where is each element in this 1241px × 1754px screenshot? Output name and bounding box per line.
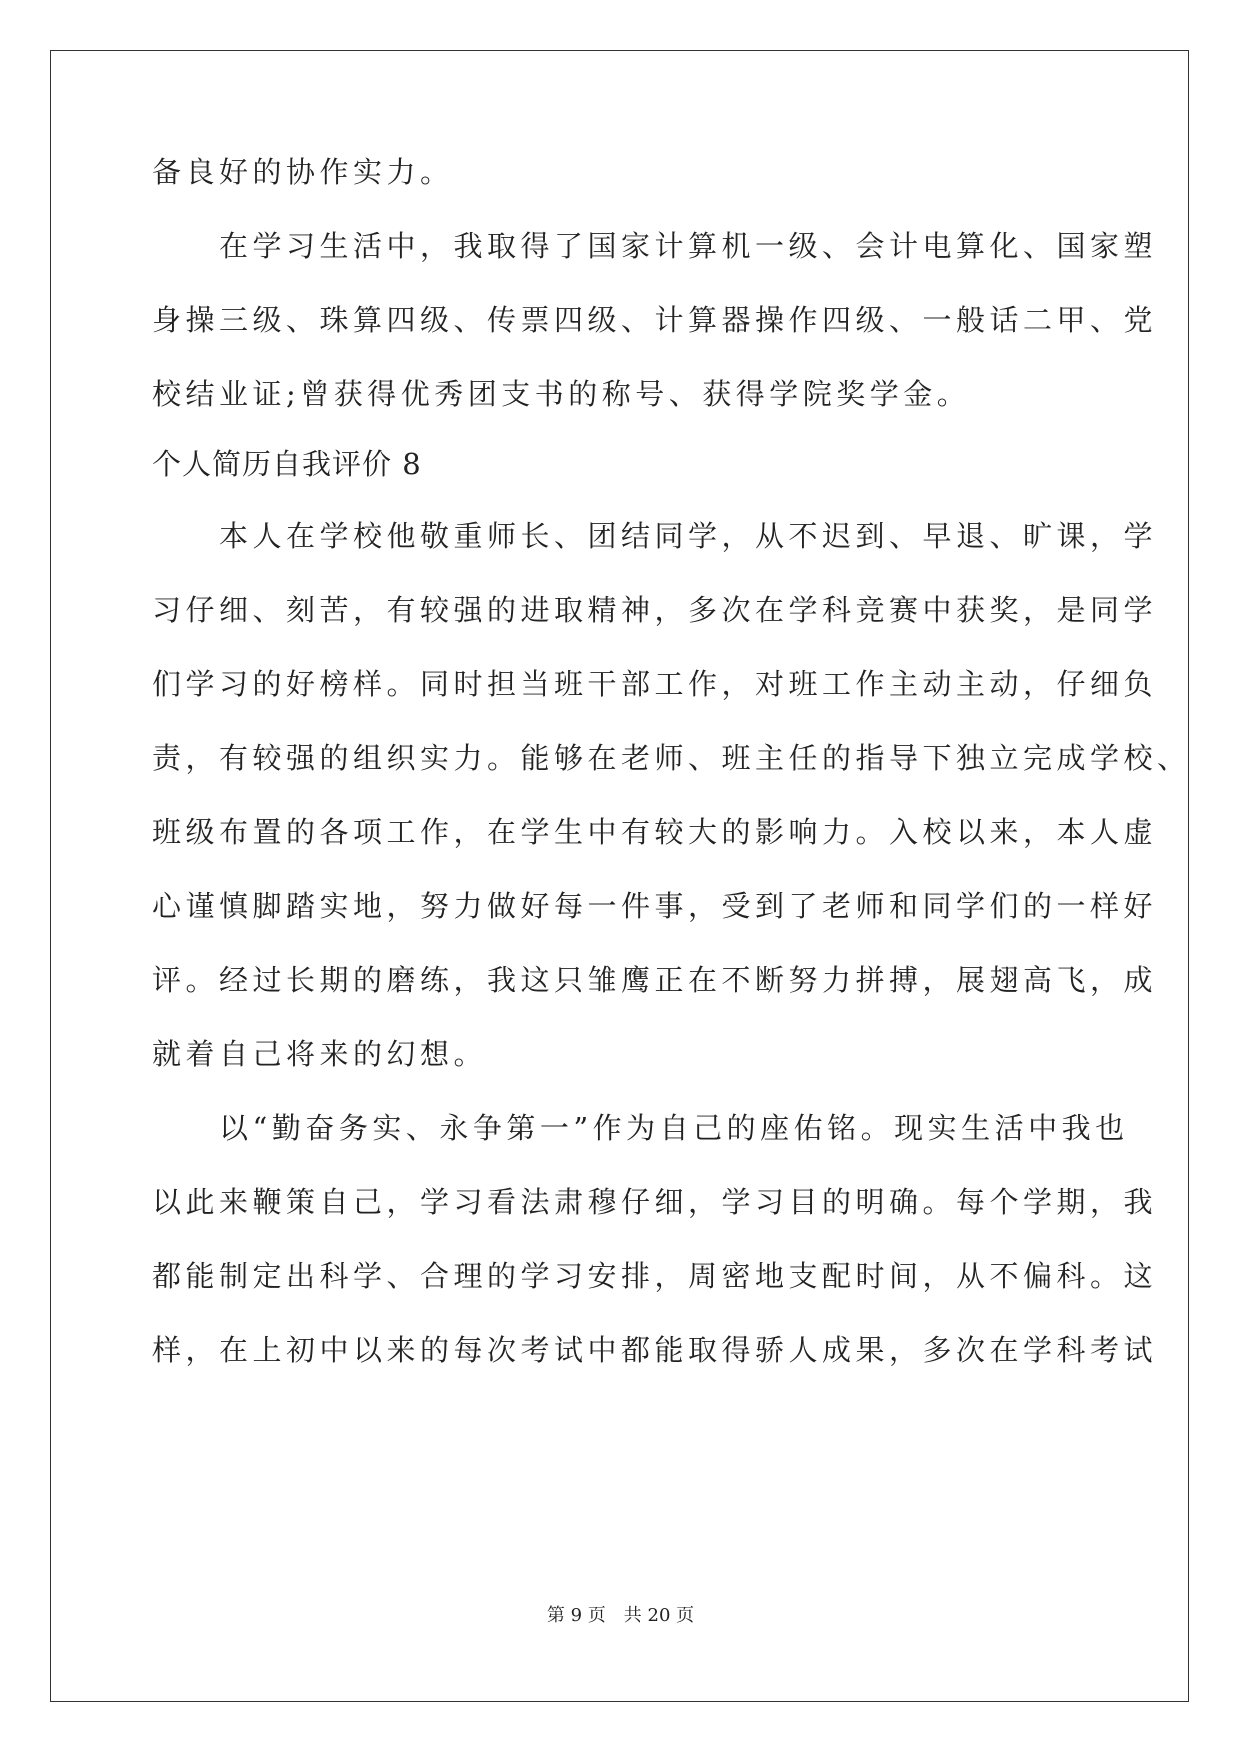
text-line: 都能制定出科学、合理的学习安排，周密地支配时间，从不偏科。这 — [152, 1259, 1158, 1293]
text-line: 心谨慎脚踏实地，努力做好每一件事，受到了老师和同学们的一样好 — [152, 889, 1158, 923]
text-line: 身操三级、珠算四级、传票四级、计算器操作四级、一般话二甲、党 — [152, 303, 1158, 337]
section-heading: 个人简历自我评价 8 — [152, 447, 422, 481]
text-line: 以此来鞭策自己，学习看法肃穆仔细，学习目的明确。每个学期，我 — [152, 1185, 1158, 1219]
text-line: 习仔细、刻苦，有较强的进取精神，多次在学科竞赛中获奖，是同学 — [152, 593, 1158, 627]
text-line: 在学习生活中，我取得了国家计算机一级、会计电算化、国家塑 — [152, 229, 1158, 263]
text-line: 样，在上初中以来的每次考试中都能取得骄人成果，多次在学科考试 — [152, 1333, 1158, 1367]
text-line: 就着自己将来的幻想。 — [152, 1037, 488, 1071]
text-line: 们学习的好榜样。同时担当班干部工作，对班工作主动主动，仔细负 — [152, 667, 1158, 701]
text-line: 以“勤奋务实、永争第一”作为自己的座佑铭。现实生活中我也 — [152, 1111, 1129, 1145]
text-line: 评。经过长期的磨练，我这只雏鹰正在不断努力拼搏，展翅高飞，成 — [152, 963, 1158, 997]
text-line: 责，有较强的组织实力。能够在老师、班主任的指导下独立完成学校、 — [152, 741, 1191, 775]
text-line: 备良好的协作实力。 — [152, 155, 454, 189]
text-line: 校结业证;曾获得优秀团支书的称号、获得学院奖学金。 — [152, 377, 971, 411]
page-number: 第 9 页 共 20 页 — [546, 1605, 695, 1626]
text-line: 班级布置的各项工作，在学生中有较大的影响力。入校以来，本人虚 — [152, 815, 1158, 849]
text-line: 本人在学校他敬重师长、团结同学，从不迟到、早退、旷课，学 — [152, 519, 1158, 553]
page-border — [50, 50, 1189, 1702]
